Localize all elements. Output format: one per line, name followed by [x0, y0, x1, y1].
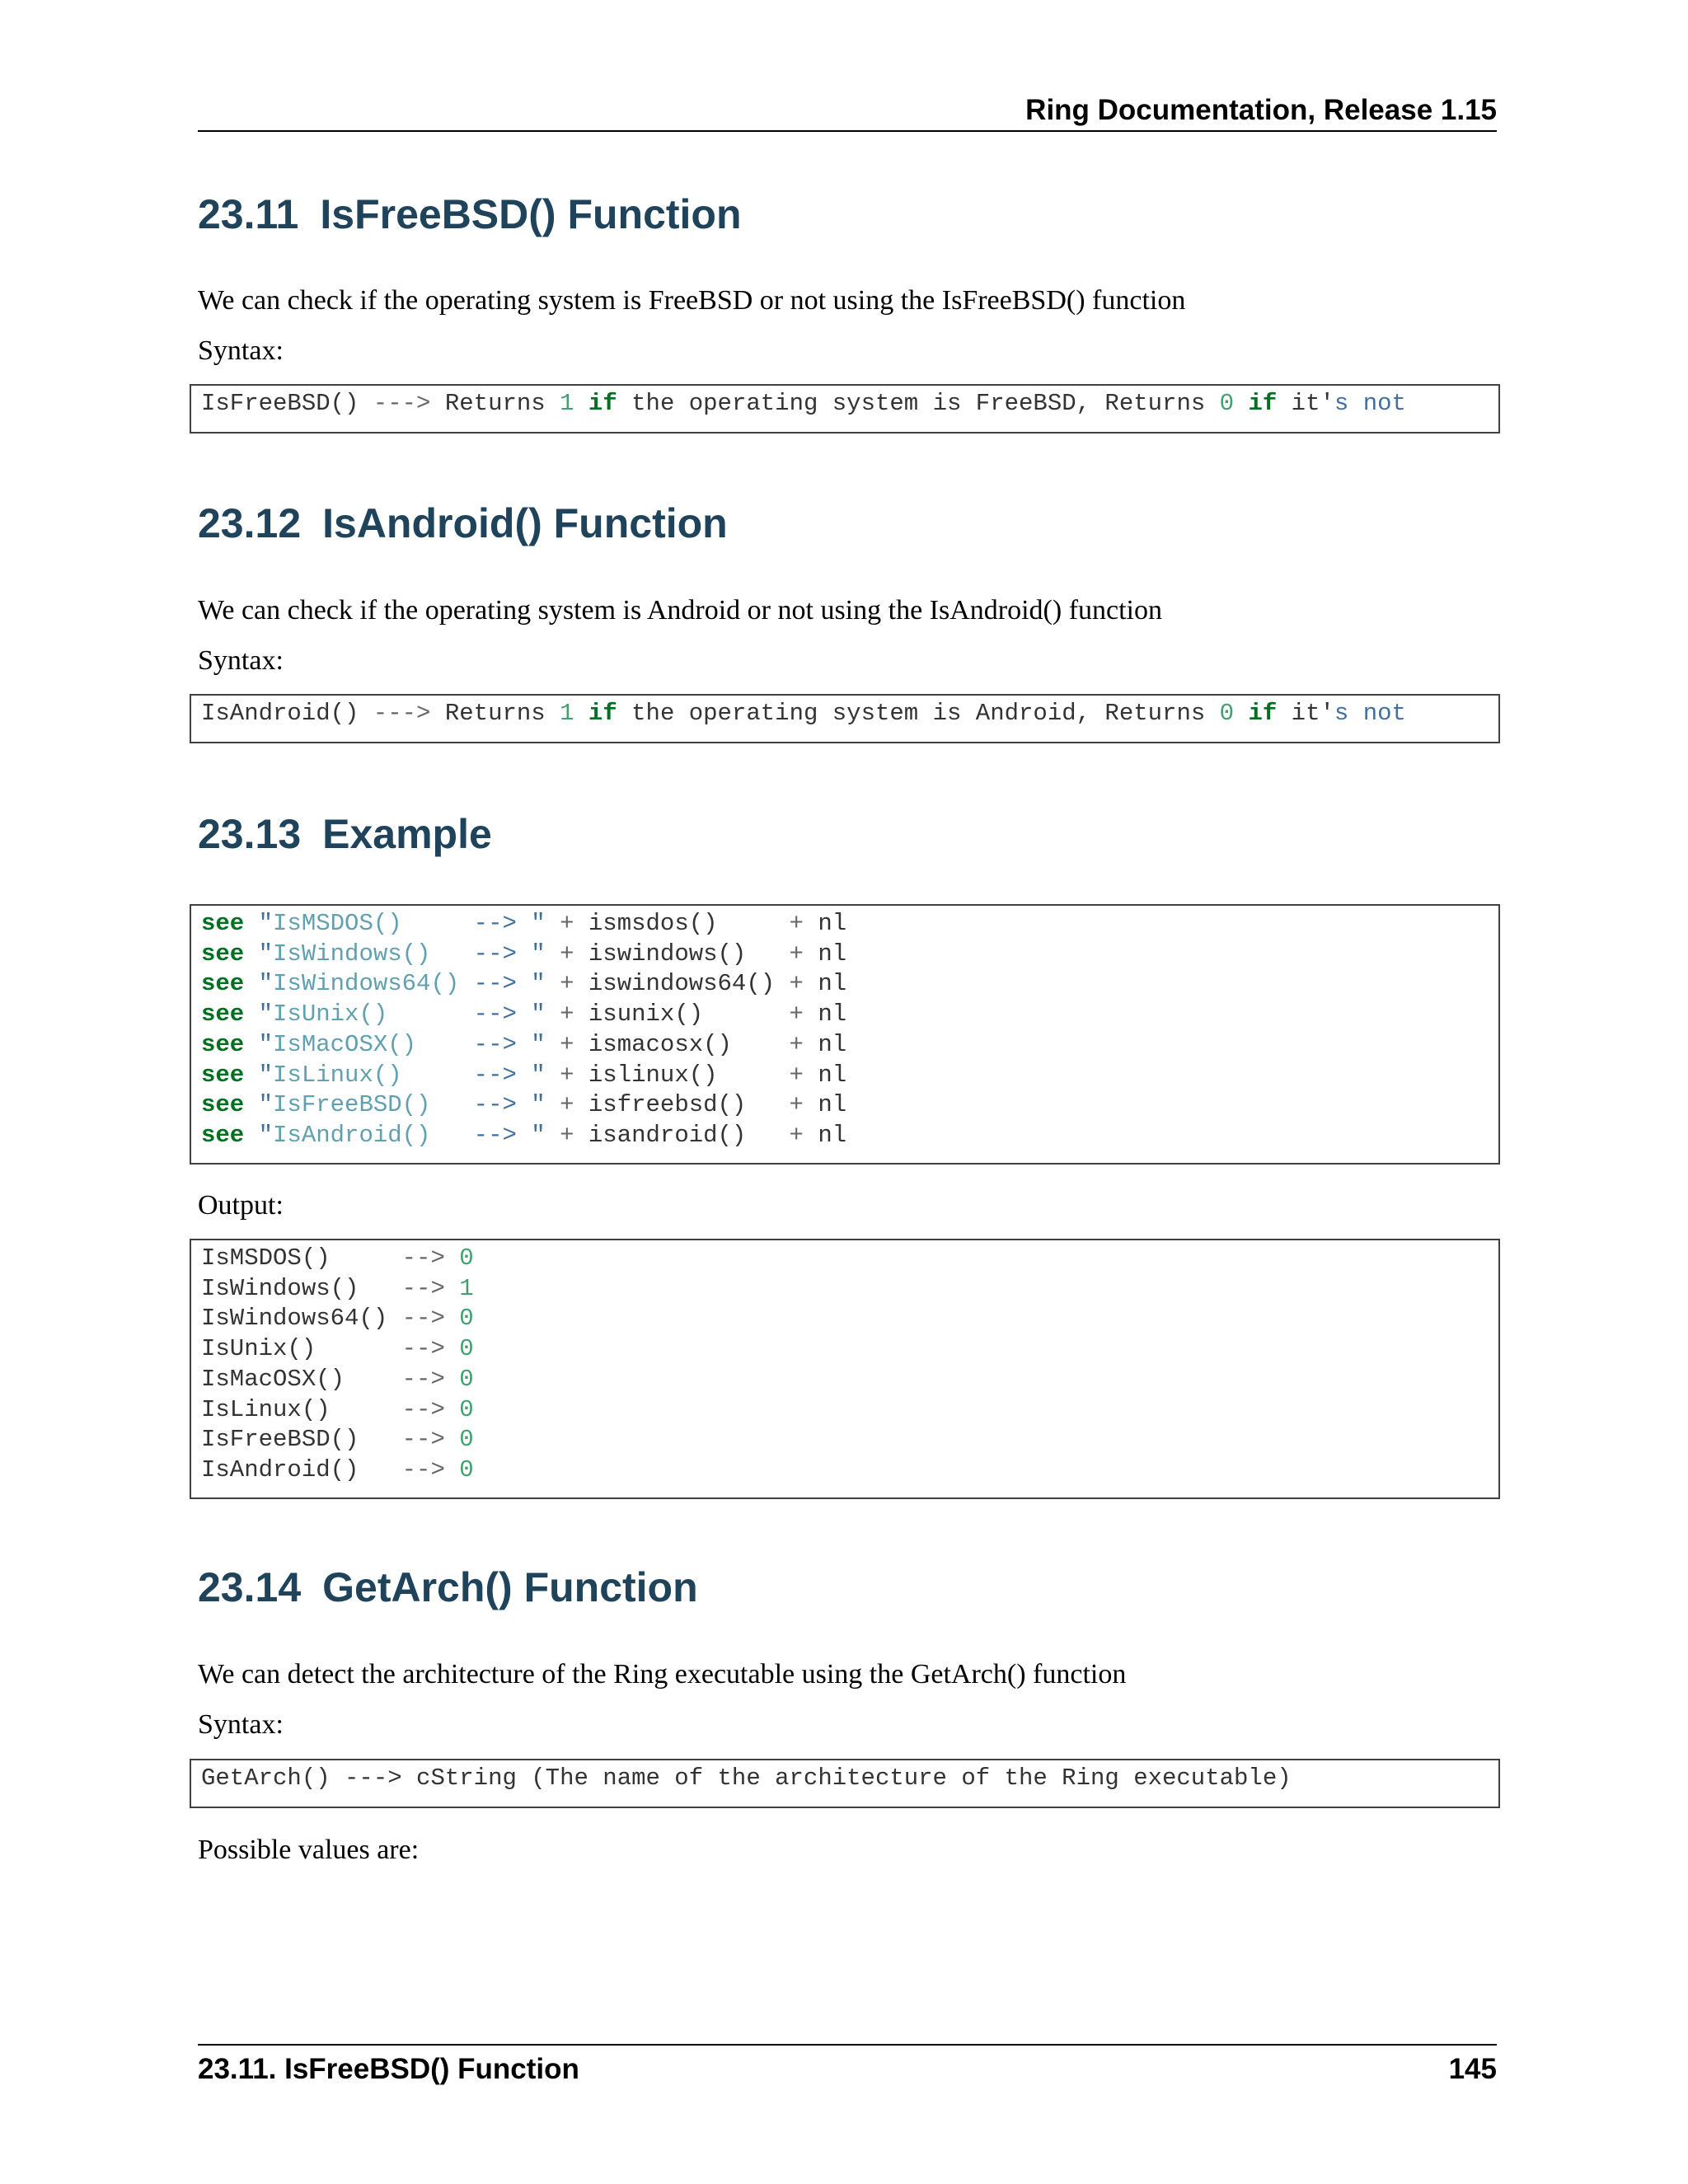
operator: +	[789, 940, 804, 968]
string-quote: "	[258, 1061, 274, 1089]
section-heading-23-12	[198, 497, 728, 550]
string-arrow: --> "	[473, 1001, 546, 1029]
output-arrow: -->	[401, 1244, 445, 1272]
operator: +	[560, 1061, 574, 1089]
output-arrow: -->	[401, 1335, 445, 1363]
keyword: see	[201, 1091, 245, 1119]
example-code	[201, 909, 1489, 1151]
operator: +	[560, 1001, 574, 1029]
operator: +	[560, 970, 574, 998]
code-token: if	[1248, 700, 1278, 727]
operator: +	[789, 1030, 804, 1058]
string-arrow: --> "	[473, 970, 546, 998]
code-token: if	[588, 700, 617, 727]
output-value: 1	[459, 1274, 474, 1302]
operator: +	[560, 940, 574, 968]
code-token: if	[588, 390, 617, 417]
string-quote: "	[258, 970, 274, 998]
syntax-code-block	[190, 694, 1500, 743]
output-arrow: -->	[401, 1305, 445, 1333]
output-name: IsMSDOS()	[201, 1244, 402, 1272]
syntax-code: GetArch() ---> cString (The name of the architecture of the Ring executable)	[201, 1765, 1292, 1792]
output-name: IsFreeBSD()	[201, 1426, 402, 1454]
syntax-code: IsFreeBSD() ---> Returns 1 if the operating system is FreeBSD, Returns 0 if it's not	[201, 390, 1406, 417]
operator: +	[560, 1121, 574, 1149]
string-label: IsAndroid()	[273, 1121, 474, 1149]
string-quote: "	[258, 1001, 274, 1029]
output-arrow: -->	[401, 1455, 445, 1483]
keyword: see	[201, 1061, 245, 1089]
output-line	[201, 1244, 474, 1272]
output-line	[201, 1275, 474, 1302]
output-name: IsMacOSX()	[201, 1365, 402, 1393]
keyword: see	[201, 1121, 245, 1149]
operator: +	[789, 1091, 804, 1119]
section-number: 23.14	[198, 1564, 302, 1610]
string-quote: "	[258, 1091, 274, 1119]
string-arrow: --> "	[473, 1091, 546, 1119]
code-line: see "IsMSDOS() --> " + ismsdos() + nl	[201, 910, 847, 937]
syntax-code-block	[190, 1759, 1500, 1808]
output-value: 0	[459, 1244, 474, 1272]
code-line: see "IsUnix() --> " + isunix() + nl	[201, 1001, 847, 1029]
code-line: see "IsFreeBSD() --> " + isfreebsd() + nl	[201, 1091, 847, 1119]
string-label: IsLinux()	[273, 1061, 474, 1089]
code-line: see "IsWindows() --> " + iswindows() + nl	[201, 940, 847, 968]
keyword: see	[201, 940, 245, 968]
output-line	[201, 1456, 474, 1483]
section-title: IsAndroid() Function	[322, 500, 728, 546]
syntax-code-block	[190, 384, 1500, 434]
output-line	[201, 1426, 474, 1453]
output-value: 0	[459, 1335, 474, 1363]
output-code-block	[190, 1239, 1500, 1499]
string-arrow: --> "	[473, 1030, 546, 1058]
string-quote: "	[258, 910, 274, 937]
operator: +	[789, 1001, 804, 1029]
section-title: GetArch() Function	[322, 1564, 698, 1610]
code-line: see "IsAndroid() --> " + isandroid() + nl	[201, 1121, 847, 1149]
code-token: 0	[1219, 390, 1235, 417]
operator: +	[789, 970, 804, 998]
string-arrow: --> "	[473, 1121, 546, 1149]
output-value: 0	[459, 1365, 474, 1393]
output-arrow: -->	[401, 1365, 445, 1393]
section-title: Example	[322, 811, 492, 857]
operator: +	[789, 1121, 804, 1149]
syntax-label: Syntax:	[198, 1709, 284, 1740]
output-arrow: -->	[401, 1274, 445, 1302]
syntax-code: IsAndroid() ---> Returns 1 if the operating system is Android, Returns 0 if it's not	[201, 700, 1406, 727]
section-title: IsFreeBSD() Function	[320, 191, 742, 237]
output-arrow: -->	[401, 1395, 445, 1423]
output-line	[201, 1366, 474, 1393]
page-number: 145	[1448, 2053, 1497, 2085]
code-token: --->	[373, 700, 431, 727]
footer-rule	[198, 2044, 1497, 2046]
code-line: see "IsMacOSX() --> " + ismacosx() + nl	[201, 1030, 847, 1058]
string-arrow: --> "	[473, 1061, 546, 1089]
code-token: s	[1334, 700, 1349, 727]
operator: +	[789, 1061, 804, 1089]
footer-section: 23.11. IsFreeBSD() Function	[198, 2053, 579, 2085]
section-description: We can check if the operating system is FreeBSD or not using the IsFreeBSD() function	[198, 285, 1186, 316]
operator: +	[560, 1030, 574, 1058]
code-token: not	[1362, 700, 1406, 727]
code-token: 1	[560, 700, 574, 727]
operator: +	[789, 910, 804, 937]
output-arrow: -->	[401, 1426, 445, 1454]
output-value: 0	[459, 1395, 474, 1423]
string-label: IsUnix()	[273, 1001, 474, 1029]
output-name: IsUnix()	[201, 1335, 402, 1363]
operator: +	[560, 910, 574, 937]
string-label: IsFreeBSD()	[273, 1091, 474, 1119]
keyword: see	[201, 910, 245, 937]
operator: +	[560, 1091, 574, 1119]
string-arrow: --> "	[473, 940, 546, 968]
output-name: IsLinux()	[201, 1395, 402, 1423]
string-arrow: --> "	[473, 910, 546, 937]
code-line: see "IsLinux() --> " + islinux() + nl	[201, 1061, 847, 1089]
section-heading-23-13	[198, 808, 492, 860]
string-label: IsWindows64()	[273, 970, 474, 998]
output-label: Output:	[198, 1190, 284, 1221]
code-token: 0	[1219, 700, 1235, 727]
paragraph-possible-values: Possible values are:	[198, 1835, 420, 1865]
output-name: IsWindows()	[201, 1274, 402, 1302]
syntax-label: Syntax:	[198, 645, 284, 676]
output-value: 0	[459, 1426, 474, 1454]
string-quote: "	[258, 1030, 274, 1058]
running-header: Ring Documentation, Release 1.15	[1025, 94, 1497, 126]
section-heading-23-11	[198, 188, 742, 241]
string-quote: "	[258, 940, 274, 968]
keyword: see	[201, 970, 245, 998]
string-label: IsWindows()	[273, 940, 474, 968]
output-value: 0	[459, 1305, 474, 1333]
section-heading-23-14	[198, 1561, 698, 1614]
code-token: --->	[373, 390, 431, 417]
output-line	[201, 1335, 474, 1362]
code-line: see "IsWindows64() --> " + iswindows64() + nl	[201, 970, 847, 998]
code-token: not	[1362, 390, 1406, 417]
code-token: s	[1334, 390, 1349, 417]
code-token: --->	[345, 1765, 402, 1792]
section-description: We can detect the architecture of the Ring executable using the GetArch() function	[198, 1659, 1127, 1690]
output-line	[201, 1396, 474, 1423]
output-name: IsAndroid()	[201, 1455, 402, 1483]
output-line	[201, 1305, 474, 1332]
string-label: IsMacOSX()	[273, 1030, 474, 1058]
syntax-label: Syntax:	[198, 335, 284, 366]
keyword: see	[201, 1030, 245, 1058]
section-number: 23.11	[198, 191, 299, 237]
output-value: 0	[459, 1455, 474, 1483]
code-token: if	[1248, 390, 1278, 417]
section-number: 23.13	[198, 811, 302, 857]
string-quote: "	[258, 1121, 274, 1149]
output-code	[201, 1244, 1489, 1486]
example-code-block	[190, 904, 1500, 1165]
string-label: IsMSDOS()	[273, 910, 474, 937]
header-rule	[198, 130, 1497, 132]
section-description: We can check if the operating system is Android or not using the IsAndroid() function	[198, 595, 1162, 626]
code-token: 1	[560, 390, 574, 417]
output-name: IsWindows64()	[201, 1305, 402, 1333]
section-number: 23.12	[198, 500, 302, 546]
keyword: see	[201, 1001, 245, 1029]
